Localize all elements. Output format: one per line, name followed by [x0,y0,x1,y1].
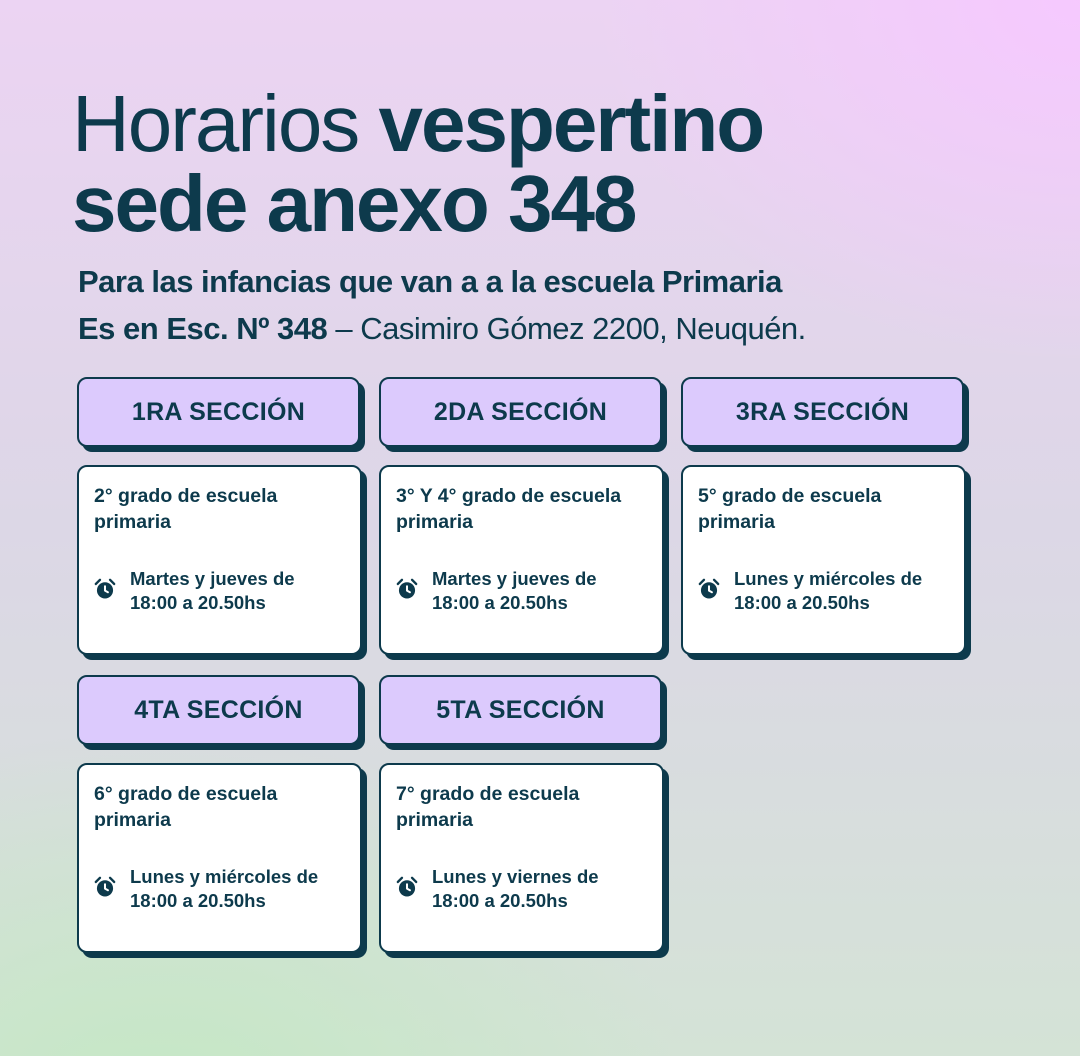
subtitle-location [78,309,806,349]
section-card-1 [77,465,362,655]
grade-text: 3° Y 4° grado de escuela primaria [396,485,622,533]
section-header-1 [77,377,360,447]
schedule-days: Lunes y miércoles de [734,568,923,589]
schedule-hours: 18:00 a 20.50hs [130,592,266,613]
section-label: 2DA SECCIÓN [433,397,608,426]
section-label: 5TA SECCIÓN [436,695,605,724]
section-card-3 [681,465,966,655]
grade-text: 7° grado de escuela primaria [396,783,580,831]
alarm-clock-icon [396,578,418,600]
alarm-clock-icon [396,876,418,898]
grade-text: 2° grado de escuela primaria [94,485,278,533]
grade-text: 6° grado de escuela primaria [94,783,278,831]
section-header-5 [379,675,662,745]
section-label: 4TA SECCIÓN [134,695,303,724]
alarm-clock-icon [698,578,720,600]
schedule-text [432,567,657,615]
schedule-hours: 18:00 a 20.50hs [130,890,266,911]
schedule-days: Lunes y viernes de [432,866,599,887]
title-bold-line-2: sede anexo 348 [72,159,636,248]
title-light: Horarios [72,79,359,168]
schedule-text [130,567,355,615]
schedule-days: Lunes y miércoles de [130,866,319,887]
title-bold-line-1: vespertino [378,79,764,168]
subtitle-audience: Para las infancias que van a a la escuela Primaria [78,264,782,299]
section-label: 1RA SECCIÓN [131,397,306,426]
schedule-text [432,865,657,913]
section-header-3 [681,377,964,447]
alarm-clock-icon [94,578,116,600]
schedule-hours: 18:00 a 20.50hs [432,890,568,911]
schedule-hours: 18:00 a 20.50hs [734,592,870,613]
school-address: – Casimiro Gómez 2200, Neuquén. [327,311,806,346]
alarm-clock-icon [94,876,116,898]
section-header-2 [379,377,662,447]
section-card-4 [77,763,362,953]
schedule-hours: 18:00 a 20.50hs [432,592,568,613]
section-label: 3RA SECCIÓN [735,397,910,426]
grade-text: 5° grado de escuela primaria [698,485,882,533]
section-header-4 [77,675,360,745]
section-card-2 [379,465,664,655]
schedule-text [130,865,355,913]
schedule-days: Martes y jueves de [432,568,597,589]
schedule-days: Martes y jueves de [130,568,295,589]
schedule-text [734,567,959,615]
section-card-5 [379,763,664,953]
school-name: Es en Esc. Nº 348 [78,311,328,346]
page-title [72,79,764,248]
